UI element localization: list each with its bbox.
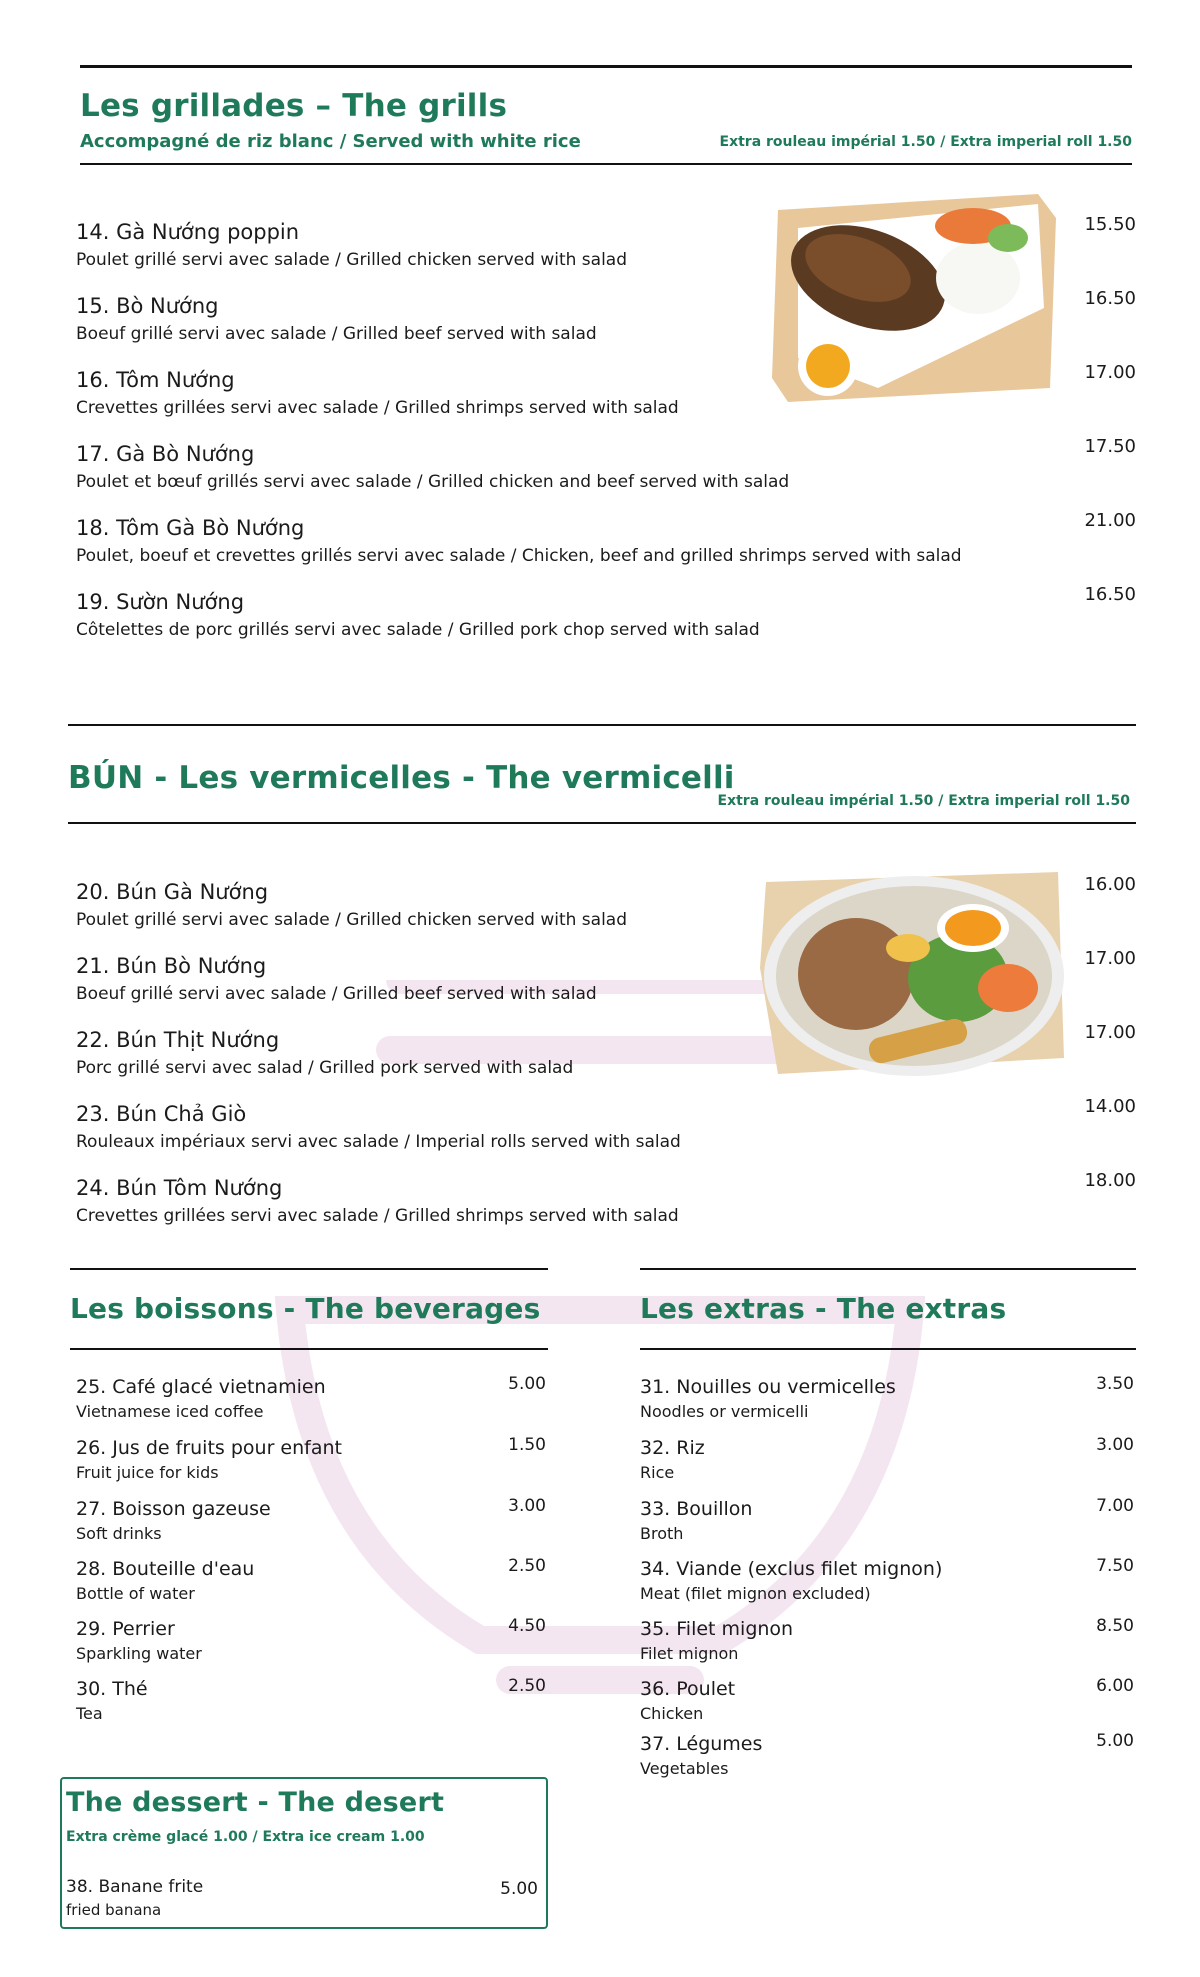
extra-item bbox=[640, 1498, 1134, 1554]
item-name: 18. Tôm Gà Bò Nướng bbox=[76, 516, 305, 540]
item-description: Rouleaux impériaux servi avec salade / Imperial rolls served with salad bbox=[76, 1132, 681, 1152]
item-name: 24. Bún Tôm Nướng bbox=[76, 1176, 283, 1200]
extra-item bbox=[640, 1558, 1134, 1614]
extra-item bbox=[640, 1618, 1134, 1674]
item-price: 17.50 bbox=[1084, 436, 1136, 457]
dessert-item bbox=[66, 1877, 538, 1933]
item-price: 3.50 bbox=[1096, 1374, 1134, 1394]
beverages-top-rule bbox=[70, 1268, 548, 1270]
item-name: 37. Légumes bbox=[640, 1733, 763, 1755]
item-name: 14. Gà Nướng poppin bbox=[76, 220, 300, 244]
menu-item bbox=[76, 1170, 1136, 1240]
item-price: 17.00 bbox=[1084, 362, 1136, 383]
item-price: 5.00 bbox=[500, 1879, 538, 1899]
item-price: 7.50 bbox=[1096, 1556, 1134, 1576]
item-name: 27. Boisson gazeuse bbox=[76, 1498, 271, 1520]
item-price: 16.50 bbox=[1084, 584, 1136, 605]
item-price: 2.50 bbox=[508, 1676, 546, 1696]
item-description: Poulet et bœuf grillés servi avec salade / Grilled chicken and beef served with salad bbox=[76, 472, 790, 492]
item-name: 33. Bouillon bbox=[640, 1498, 753, 1520]
item-price: 17.00 bbox=[1084, 948, 1136, 969]
dessert-box bbox=[60, 1777, 548, 1929]
item-price: 7.00 bbox=[1096, 1496, 1134, 1516]
item-description: Rice bbox=[640, 1463, 675, 1482]
item-description: Tea bbox=[76, 1704, 103, 1723]
extras-top-rule bbox=[640, 1268, 1136, 1270]
beverage-item bbox=[76, 1437, 546, 1493]
menu-item bbox=[76, 874, 1136, 944]
beverages-title: Les boissons - The beverages bbox=[70, 1292, 541, 1325]
menu-item bbox=[76, 362, 1136, 432]
menu-item bbox=[76, 214, 1136, 284]
beverages-bottom-rule bbox=[70, 1348, 548, 1350]
item-name: 35. Filet mignon bbox=[640, 1618, 794, 1640]
item-name: 38. Banane frite bbox=[66, 1877, 204, 1897]
item-description: Soft drinks bbox=[76, 1524, 162, 1543]
item-description: Poulet, boeuf et crevettes grillés servi avec salade / Chicken, beef and grilled shrimps served with salad bbox=[76, 546, 962, 566]
grills-extra-note: Extra rouleau impérial 1.50 / Extra imperial roll 1.50 bbox=[719, 134, 1132, 150]
item-price: 17.00 bbox=[1084, 1022, 1136, 1043]
item-price: 8.50 bbox=[1096, 1616, 1134, 1636]
item-price: 18.00 bbox=[1084, 1170, 1136, 1191]
item-price: 16.00 bbox=[1084, 874, 1136, 895]
item-price: 16.50 bbox=[1084, 288, 1136, 309]
menu-item bbox=[76, 288, 1136, 358]
item-description: Noodles or vermicelli bbox=[640, 1402, 809, 1421]
item-name: 36. Poulet bbox=[640, 1678, 736, 1700]
item-name: 19. Sườn Nướng bbox=[76, 590, 245, 614]
item-name: 31. Nouilles ou vermicelles bbox=[640, 1376, 896, 1398]
item-price: 21.00 bbox=[1084, 510, 1136, 531]
item-price: 5.00 bbox=[508, 1374, 546, 1394]
item-name: 34. Viande (exclus filet mignon) bbox=[640, 1558, 943, 1580]
item-description: Fruit juice for kids bbox=[76, 1463, 219, 1482]
menu-item bbox=[76, 510, 1136, 580]
dessert-title: The dessert - The desert bbox=[66, 1787, 445, 1818]
item-name: 20. Bún Gà Nướng bbox=[76, 880, 269, 904]
grills-subtitle: Accompagné de riz blanc / Served with white rice bbox=[80, 131, 581, 152]
item-description: fried banana bbox=[66, 1901, 162, 1919]
item-price: 2.50 bbox=[508, 1556, 546, 1576]
menu-item bbox=[76, 1096, 1136, 1166]
dessert-extra-note: Extra crème glacé 1.00 / Extra ice cream 1.00 bbox=[66, 1829, 425, 1845]
beverage-item bbox=[76, 1558, 546, 1614]
item-description: Sparkling water bbox=[76, 1644, 202, 1663]
grills-bottom-rule bbox=[80, 163, 1132, 165]
item-description: Crevettes grillées servi avec salade / Grilled shrimps served with salad bbox=[76, 1206, 679, 1226]
menu-item bbox=[76, 948, 1136, 1018]
item-name: 23. Bún Chả Giò bbox=[76, 1102, 247, 1126]
item-description: Broth bbox=[640, 1524, 684, 1543]
vermicelli-top-rule bbox=[68, 724, 1136, 726]
item-description: Chicken bbox=[640, 1704, 704, 1723]
vermicelli-title: BÚN - Les vermicelles - The vermicelli bbox=[68, 760, 735, 796]
item-description: Vietnamese iced coffee bbox=[76, 1402, 264, 1421]
item-name: 26. Jus de fruits pour enfant bbox=[76, 1437, 342, 1459]
beverage-item bbox=[76, 1678, 546, 1734]
item-price: 5.00 bbox=[1096, 1731, 1134, 1751]
grills-title: Les grillades – The grills bbox=[80, 88, 508, 124]
item-name: 29. Perrier bbox=[76, 1618, 175, 1640]
item-description: Poulet grillé servi avec salade / Grilled chicken served with salad bbox=[76, 250, 628, 270]
item-description: Vegetables bbox=[640, 1759, 729, 1778]
item-description: Boeuf grillé servi avec salade / Grilled beef served with salad bbox=[76, 984, 597, 1004]
item-description: Crevettes grillées servi avec salade / Grilled shrimps served with salad bbox=[76, 398, 679, 418]
extra-item bbox=[640, 1733, 1134, 1789]
item-price: 14.00 bbox=[1084, 1096, 1136, 1117]
item-price: 3.00 bbox=[508, 1496, 546, 1516]
item-description: Poulet grillé servi avec salade / Grilled chicken served with salad bbox=[76, 910, 628, 930]
menu-item bbox=[76, 1022, 1136, 1092]
item-name: 22. Bún Thịt Nướng bbox=[76, 1028, 280, 1052]
item-description: Meat (filet mignon excluded) bbox=[640, 1584, 871, 1603]
beverage-item bbox=[76, 1498, 546, 1554]
item-name: 28. Bouteille d'eau bbox=[76, 1558, 255, 1580]
item-description: Bottle of water bbox=[76, 1584, 195, 1603]
vermicelli-bottom-rule bbox=[68, 822, 1136, 824]
item-name: 16. Tôm Nướng bbox=[76, 368, 235, 392]
item-price: 1.50 bbox=[508, 1435, 546, 1455]
item-price: 3.00 bbox=[1096, 1435, 1134, 1455]
extra-item bbox=[640, 1376, 1134, 1432]
item-name: 32. Riz bbox=[640, 1437, 705, 1459]
item-name: 17. Gà Bò Nướng bbox=[76, 442, 255, 466]
item-price: 15.50 bbox=[1084, 214, 1136, 235]
item-name: 21. Bún Bò Nướng bbox=[76, 954, 267, 978]
vermicelli-extra-note: Extra rouleau impérial 1.50 / Extra imperial roll 1.50 bbox=[717, 793, 1130, 809]
item-name: 30. Thé bbox=[76, 1678, 148, 1700]
item-name: 15. Bò Nướng bbox=[76, 294, 219, 318]
item-description: Filet mignon bbox=[640, 1644, 739, 1663]
item-description: Porc grillé servi avec salad / Grilled pork served with salad bbox=[76, 1058, 574, 1078]
item-price: 6.00 bbox=[1096, 1676, 1134, 1696]
menu-item bbox=[76, 436, 1136, 506]
extra-item bbox=[640, 1437, 1134, 1493]
item-description: Côtelettes de porc grillés servi avec salade / Grilled pork chop served with salad bbox=[76, 620, 760, 640]
menu-item bbox=[76, 584, 1136, 654]
beverage-item bbox=[76, 1376, 546, 1432]
item-price: 4.50 bbox=[508, 1616, 546, 1636]
grills-top-rule bbox=[80, 65, 1132, 68]
item-name: 25. Café glacé vietnamien bbox=[76, 1376, 326, 1398]
extra-item bbox=[640, 1678, 1134, 1734]
beverage-item bbox=[76, 1618, 546, 1674]
item-description: Boeuf grillé servi avec salade / Grilled beef served with salad bbox=[76, 324, 597, 344]
extras-bottom-rule bbox=[640, 1348, 1136, 1350]
extras-title: Les extras - The extras bbox=[640, 1292, 1007, 1325]
